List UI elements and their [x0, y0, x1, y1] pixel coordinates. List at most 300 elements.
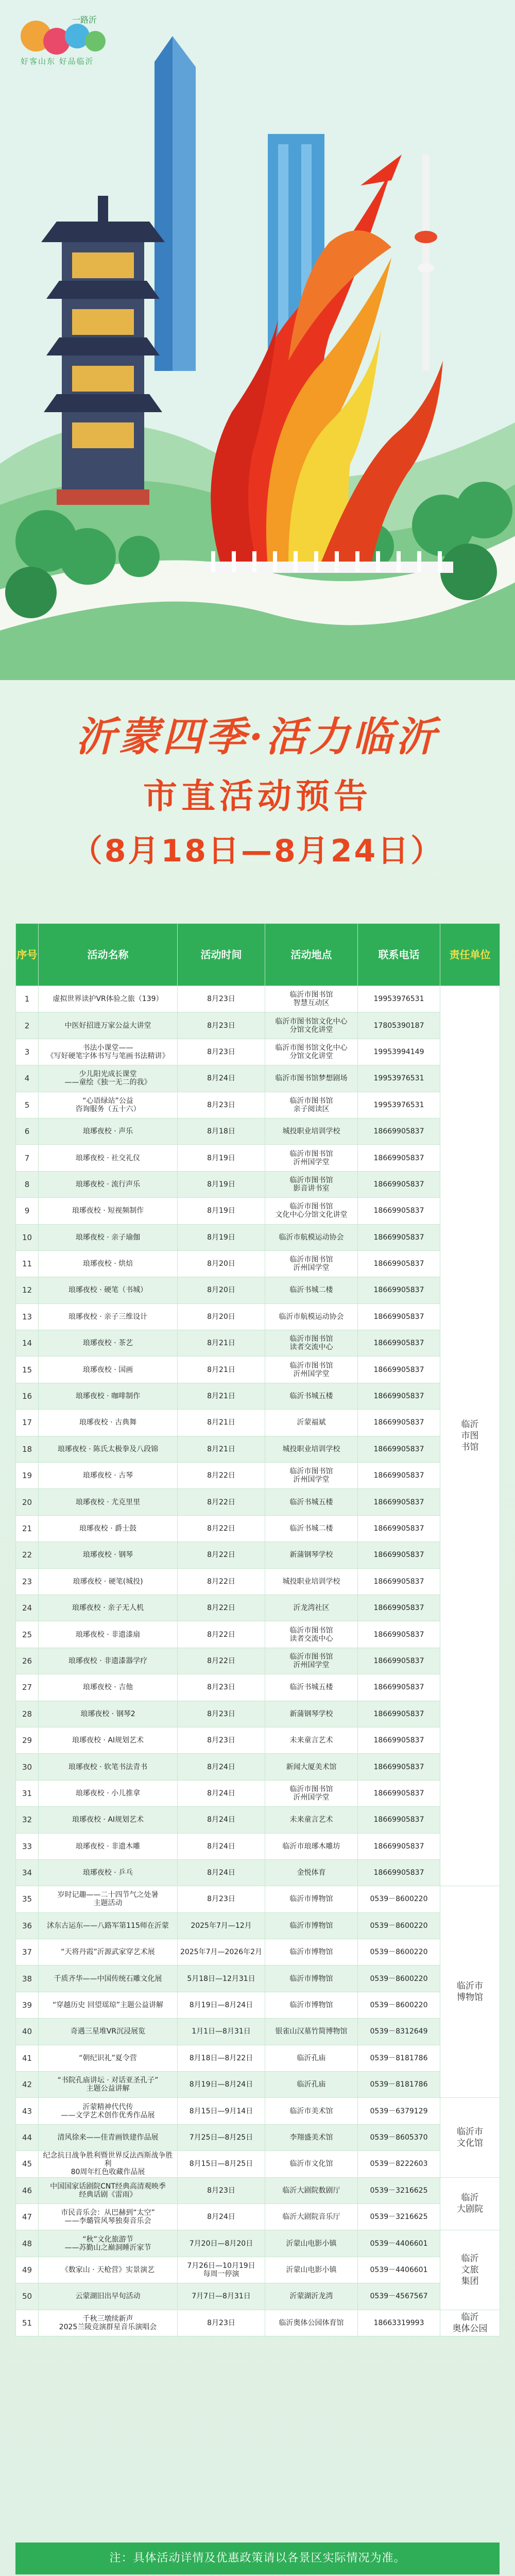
- cell-place: 临沂市图书馆 读者交流中心: [265, 1330, 358, 1357]
- cell-name: 中医好招进万家公益大讲堂: [39, 1012, 178, 1039]
- header-time: 活动时间: [178, 924, 265, 986]
- cell-place: 临沂市图书馆 文化中心分馆文化讲堂: [265, 1198, 358, 1224]
- cell-no: 33: [16, 1833, 39, 1859]
- table-row: [16, 1463, 500, 1489]
- cell-time: 8月23日: [178, 1039, 265, 1065]
- table-row: [16, 1012, 500, 1039]
- table-row: [16, 2230, 500, 2257]
- cell-name: 琅琊夜校 · 钢琴2: [39, 1701, 178, 1727]
- cell-name: 琅琊夜校 · 爵士鼓: [39, 1515, 178, 1541]
- cell-phone: 0539－8181786: [358, 2072, 440, 2098]
- cell-time: 8月23日: [178, 2310, 265, 2336]
- table-header-row: [16, 924, 500, 986]
- cell-time: 8月15日—9月14日: [178, 2098, 265, 2124]
- cell-name: 沂蒙精神代代传 ——文学艺术创作优秀作品展: [39, 2098, 178, 2124]
- cell-name: 少儿阳光成长课堂 ——童绘《独一无二的我》: [39, 1065, 178, 1092]
- cell-place: 临沂书城五楼: [265, 1489, 358, 1515]
- table-row: [16, 1992, 500, 2018]
- cell-time: 8月23日: [178, 986, 265, 1012]
- cell-phone: 18669905837: [358, 1648, 440, 1674]
- cell-phone: 18669905837: [358, 1330, 440, 1357]
- cell-phone: 18669905837: [358, 1145, 440, 1171]
- cell-no: 48: [16, 2230, 39, 2257]
- cell-time: 8月19日: [178, 1198, 265, 1224]
- cell-place: 沂蒙山电影小镇: [265, 2230, 358, 2257]
- activity-table: [15, 923, 500, 2336]
- cell-time: 8月22日: [178, 1648, 265, 1674]
- cell-time: 8月20日: [178, 1303, 265, 1330]
- cell-phone: 18669905837: [358, 1595, 440, 1621]
- cell-name: 《数家山 · 天枪营》实景演艺: [39, 2257, 178, 2283]
- cell-name: 琅琊夜校 · 烘焙: [39, 1250, 178, 1277]
- cell-name: 琅琊夜校 · 社交礼仪: [39, 1145, 178, 1171]
- table-row: [16, 1595, 500, 1621]
- table-row: [16, 1250, 500, 1277]
- cell-name: 沭东古运东——八路军第115师在沂蒙: [39, 1912, 178, 1939]
- cell-no: 36: [16, 1912, 39, 1939]
- table-row: [16, 2204, 500, 2230]
- cell-no: 14: [16, 1330, 39, 1357]
- cell-name: 书法小课堂—— 《写好硬笔字体书写与笔画书法精讲》: [39, 1039, 178, 1065]
- cell-no: 38: [16, 1965, 39, 1992]
- table-row: [16, 1330, 500, 1357]
- cell-phone: 18669905837: [358, 1727, 440, 1753]
- cell-time: 8月23日: [178, 1886, 265, 1912]
- cell-place: 临沂市图书馆 沂州国学堂: [265, 1648, 358, 1674]
- cell-place: 临沂市图书馆 沂州国学堂: [265, 1145, 358, 1171]
- cell-name: 琅琊夜校 · 古琴: [39, 1463, 178, 1489]
- title-line-1: 沂蒙四季·活力临沂: [76, 714, 439, 760]
- cell-name: 琅琊夜校 · 陈氏太极拳及八段锦: [39, 1436, 178, 1462]
- cell-time: 8月20日: [178, 1250, 265, 1277]
- cell-no: 42: [16, 2072, 39, 2098]
- cell-responsible-unit: 临沂 市图 书馆: [440, 986, 500, 1886]
- table-row: [16, 1754, 500, 1780]
- cell-time: 7月7日—8月31日: [178, 2283, 265, 2310]
- table-row: [16, 2045, 500, 2071]
- cell-no: 5: [16, 1092, 39, 1118]
- cell-name: 琅琊夜校 · AI规划艺术: [39, 1807, 178, 1833]
- cell-no: 47: [16, 2204, 39, 2230]
- cell-time: 8月18日: [178, 1118, 265, 1144]
- cell-place: 临沂市博物馆: [265, 1886, 358, 1912]
- cell-no: 23: [16, 1568, 39, 1595]
- cell-time: 8月22日: [178, 1542, 265, 1568]
- cell-place: 城投职业培训学校: [265, 1568, 358, 1595]
- cell-phone: 0539－3216625: [358, 2177, 440, 2204]
- table-row: [16, 986, 500, 1012]
- table-row: [16, 1118, 500, 1144]
- table-row: [16, 1833, 500, 1859]
- cell-time: 8月24日: [178, 2204, 265, 2230]
- cell-time: 8月24日: [178, 1780, 265, 1806]
- cell-phone: 0539－8181786: [358, 2045, 440, 2071]
- cell-time: 5月18日—12月31日: [178, 1965, 265, 1992]
- cell-place: 新蒲钢琴学校: [265, 1542, 358, 1568]
- cell-no: 3: [16, 1039, 39, 1065]
- cell-time: 8月22日: [178, 1621, 265, 1648]
- title-line-2: 市直活动预告: [143, 776, 372, 816]
- cell-name: 奇遇三星堆VR沉浸展览: [39, 2019, 178, 2045]
- cell-time: 8月15日—8月25日: [178, 2151, 265, 2177]
- cell-time: 2025年7月—2026年2月: [178, 1939, 265, 1965]
- cell-no: 15: [16, 1357, 39, 1383]
- cell-no: 9: [16, 1198, 39, 1224]
- cell-phone: 18669905837: [358, 1674, 440, 1701]
- cell-time: 8月24日: [178, 1859, 265, 1886]
- table-body: [16, 986, 500, 2336]
- cell-name: 琅琊夜校 · 尤克里里: [39, 1489, 178, 1515]
- cell-phone: 0539－8605370: [358, 2124, 440, 2150]
- cell-responsible-unit: 临沂市 文化馆: [440, 2098, 500, 2177]
- cell-place: 沂龙湾社区: [265, 1595, 358, 1621]
- cell-time: 8月24日: [178, 1065, 265, 1092]
- cell-phone: 0539－8600220: [358, 1912, 440, 1939]
- cell-no: 50: [16, 2283, 39, 2310]
- table-row: [16, 2177, 500, 2204]
- cell-time: 8月23日: [178, 1701, 265, 1727]
- cell-phone: 18669905837: [358, 1489, 440, 1515]
- cell-responsible-unit: 临沂 文旅 集团: [440, 2230, 500, 2310]
- cell-time: 8月21日: [178, 1357, 265, 1383]
- cell-phone: 0539－4406601: [358, 2257, 440, 2283]
- cell-no: 16: [16, 1383, 39, 1409]
- cell-phone: 18669905837: [358, 1859, 440, 1886]
- cell-phone: 18669905837: [358, 1250, 440, 1277]
- cell-no: 13: [16, 1303, 39, 1330]
- table-row: [16, 1145, 500, 1171]
- cell-name: 琅琊夜校 · 软笔书法青书: [39, 1754, 178, 1780]
- table-row: [16, 1780, 500, 1806]
- table-row: [16, 1859, 500, 1886]
- footnote: 注：具体活动详情及优惠政策请以各景区实际情况为准。: [15, 2543, 500, 2574]
- cell-time: 7月20日—8月20日: [178, 2230, 265, 2257]
- cell-phone: 0539－8600220: [358, 1886, 440, 1912]
- cell-place: 临沂市图书馆 影音讲书室: [265, 1171, 358, 1197]
- cell-name: 千质齐华——中国传统石雕文化展: [39, 1965, 178, 1992]
- cell-no: 12: [16, 1277, 39, 1303]
- cell-time: 8月24日: [178, 1807, 265, 1833]
- cell-phone: 18669905837: [358, 1171, 440, 1197]
- cell-time: 8月19日—8月24日: [178, 1992, 265, 2018]
- cell-phone: 18669905837: [358, 1463, 440, 1489]
- cell-place: 临沂市图书馆 智慧互动区: [265, 986, 358, 1012]
- cell-no: 44: [16, 2124, 39, 2150]
- cell-name: 虚拟世界读护VR体验之旅（139）: [39, 986, 178, 1012]
- cell-no: 4: [16, 1065, 39, 1092]
- cell-place: 临沂市博物馆: [265, 1939, 358, 1965]
- cell-phone: 18669905837: [358, 1621, 440, 1648]
- cell-phone: 0539－8600220: [358, 1965, 440, 1992]
- table-row: [16, 1912, 500, 1939]
- cell-time: 1月1日—8月31日: [178, 2019, 265, 2045]
- cell-name: 琅琊夜校 · 钢琴: [39, 1542, 178, 1568]
- cell-name: 琅琊夜校 · 亲子三维设计: [39, 1303, 178, 1330]
- table-row: [16, 1621, 500, 1648]
- cell-name: 琅琊夜校 · 古典舞: [39, 1410, 178, 1436]
- cell-time: 7月25日—8月25日: [178, 2124, 265, 2150]
- cell-no: 29: [16, 1727, 39, 1753]
- cell-place: 新蒲钢琴学校: [265, 1701, 358, 1727]
- cell-name: 琅琊夜校 · 小儿推拿: [39, 1780, 178, 1806]
- cell-phone: 0539－8312649: [358, 2019, 440, 2045]
- header-unit: 责任单位: [440, 924, 500, 986]
- cell-no: 30: [16, 1754, 39, 1780]
- cell-name: 琅琊夜校 · AI规划艺术: [39, 1727, 178, 1753]
- cell-place: 未来童言艺术: [265, 1727, 358, 1753]
- cell-time: 8月20日: [178, 1277, 265, 1303]
- cell-no: 43: [16, 2098, 39, 2124]
- cell-time: 8月23日: [178, 1092, 265, 1118]
- cell-time: 8月18日—8月22日: [178, 2045, 265, 2071]
- cell-no: 1: [16, 986, 39, 1012]
- cell-phone: 18669905837: [358, 1754, 440, 1780]
- cell-time: 8月22日: [178, 1568, 265, 1595]
- cell-phone: 18669905837: [358, 1436, 440, 1462]
- cell-place: 临沂孔庙: [265, 2045, 358, 2071]
- table-row: [16, 1171, 500, 1197]
- table-row: [16, 1198, 500, 1224]
- cell-name: 琅琊夜校 · 非遗漆器学疗: [39, 1648, 178, 1674]
- cell-name: “书院孔庙讲坛 · 对话亚圣孔子” 主题公益讲解: [39, 2072, 178, 2098]
- table-row: [16, 1357, 500, 1383]
- cell-no: 11: [16, 1250, 39, 1277]
- cell-no: 24: [16, 1595, 39, 1621]
- table-row: [16, 1224, 500, 1250]
- cell-name: 琅琊夜校 · 硬笔(城投): [39, 1568, 178, 1595]
- cell-name: 云蒙湖旧出早旬活动: [39, 2283, 178, 2310]
- cell-no: 21: [16, 1515, 39, 1541]
- table-row: [16, 2019, 500, 2045]
- cell-place: 城投职业培训学校: [265, 1436, 358, 1462]
- cell-name: 琅琊夜校 · 咖啡制作: [39, 1383, 178, 1409]
- cell-time: 8月22日: [178, 1489, 265, 1515]
- cell-time: 8月19日: [178, 1224, 265, 1250]
- cell-phone: 18669905837: [358, 1780, 440, 1806]
- cell-no: 22: [16, 1542, 39, 1568]
- table-row: [16, 1542, 500, 1568]
- cell-no: 34: [16, 1859, 39, 1886]
- cell-phone: 0539－8600220: [358, 1939, 440, 1965]
- logo-top-text: 一路沂: [72, 15, 97, 25]
- cell-phone: 18669905837: [358, 1568, 440, 1595]
- cell-no: 41: [16, 2045, 39, 2071]
- cell-time: 8月21日: [178, 1436, 265, 1462]
- cell-name: 琅琊夜校 · 短视频制作: [39, 1198, 178, 1224]
- table-row: [16, 1886, 500, 1912]
- cell-place: 临沂市博物馆: [265, 1965, 358, 1992]
- cell-phone: 18669905837: [358, 1224, 440, 1250]
- cell-time: 2025年7月—12月: [178, 1912, 265, 1939]
- cell-name: 中国国家话剧院CNT经典高清观映季 经典话剧《雷雨》: [39, 2177, 178, 2204]
- table-row: [16, 1568, 500, 1595]
- cell-phone: 0539－4567567: [358, 2283, 440, 2310]
- cell-place: 临沂大剧院音乐厅: [265, 2204, 358, 2230]
- cell-time: 8月19日: [178, 1145, 265, 1171]
- cell-no: 51: [16, 2310, 39, 2336]
- cell-name: 琅琊夜校 · 声乐: [39, 1118, 178, 1144]
- cell-no: 39: [16, 1992, 39, 2018]
- cell-place: 城投职业培训学校: [265, 1118, 358, 1144]
- table-row: [16, 2098, 500, 2124]
- cell-name: 千秋三墩续新声 2025兰陵竞演群星音乐演唱会: [39, 2310, 178, 2336]
- cell-time: 8月21日: [178, 1330, 265, 1357]
- cell-phone: 18669905837: [358, 1383, 440, 1409]
- cell-name: 琅琊夜校 · 国画: [39, 1357, 178, 1383]
- hero-illustration: [0, 0, 515, 680]
- cell-name: “朝纪识礼”夏令营: [39, 2045, 178, 2071]
- table-row: [16, 1410, 500, 1436]
- table-row: [16, 2283, 500, 2310]
- cell-time: 8月24日: [178, 1754, 265, 1780]
- cell-no: 40: [16, 2019, 39, 2045]
- cell-no: 19: [16, 1463, 39, 1489]
- cell-name: “穿越历史 回望瑶琼”主题公益讲解: [39, 1992, 178, 2018]
- table-row: [16, 1939, 500, 1965]
- cell-place: 临沂市图书馆 亲子阅读区: [265, 1092, 358, 1118]
- cell-phone: 18669905837: [358, 1198, 440, 1224]
- cell-no: 28: [16, 1701, 39, 1727]
- cell-place: 临沂市图书馆 沂州国学堂: [265, 1250, 358, 1277]
- cell-place: 临沂市航模运动协会: [265, 1303, 358, 1330]
- cell-time: 8月22日: [178, 1515, 265, 1541]
- cell-no: 8: [16, 1171, 39, 1197]
- cell-no: 37: [16, 1939, 39, 1965]
- cell-phone: 18669905837: [358, 1542, 440, 1568]
- cell-no: 49: [16, 2257, 39, 2283]
- table-row: [16, 1303, 500, 1330]
- cell-phone: 18669905837: [358, 1701, 440, 1727]
- table-row: [16, 1383, 500, 1409]
- cell-name: 琅琊夜校 · 茶艺: [39, 1330, 178, 1357]
- header-phone: 联系电话: [358, 924, 440, 986]
- cell-place: 沂蒙湖沂龙湾: [265, 2283, 358, 2310]
- cell-place: 临沂市图书馆 沂州国学堂: [265, 1357, 358, 1383]
- cell-no: 27: [16, 1674, 39, 1701]
- cell-no: 46: [16, 2177, 39, 2204]
- cell-phone: 19953976531: [358, 986, 440, 1012]
- cell-place: 临沂市文化馆: [265, 2151, 358, 2177]
- cell-time: 8月22日: [178, 1595, 265, 1621]
- cell-phone: 19953976531: [358, 1092, 440, 1118]
- cell-name: 清风徐来——佳青画铁建作品展: [39, 2124, 178, 2150]
- cell-phone: 18669905837: [358, 1303, 440, 1330]
- cell-responsible-unit: 临沂 奥体公园: [440, 2310, 500, 2336]
- cell-phone: 18669905837: [358, 1357, 440, 1383]
- cell-no: 26: [16, 1648, 39, 1674]
- cell-name: 琅琊夜校 · 亲子瑜伽: [39, 1224, 178, 1250]
- table-row: [16, 1965, 500, 1992]
- table-row: [16, 1092, 500, 1118]
- cell-no: 17: [16, 1410, 39, 1436]
- cell-place: 临沂市图书馆文化中心 分馆文化讲堂: [265, 1039, 358, 1065]
- cell-no: 6: [16, 1118, 39, 1144]
- cell-name: 纪念抗日战争胜利暨世界反法西斯战争胜利 80周年红色收藏作品展: [39, 2151, 178, 2177]
- cell-phone: 18669905837: [358, 1833, 440, 1859]
- cell-name: 岁时记趣——二十四节气之处暑 主题活动: [39, 1886, 178, 1912]
- cell-place: 临沂市图书馆 读者交流中心: [265, 1621, 358, 1648]
- cell-name: “天将丹霞”沂源武家穿艺术展: [39, 1939, 178, 1965]
- cell-name: 琅琊夜校 · 非遗木雕: [39, 1833, 178, 1859]
- cell-place: 临沂市航模运动协会: [265, 1224, 358, 1250]
- cell-place: 临沂市美术馆: [265, 2098, 358, 2124]
- table-row: [16, 1807, 500, 1833]
- cell-place: 临沂大剧院数剧厅: [265, 2177, 358, 2204]
- header-no: 序号: [16, 924, 39, 986]
- cell-place: 临沂书城五楼: [265, 1383, 358, 1409]
- cell-place: 未来童言艺术: [265, 1807, 358, 1833]
- cell-place: 临沂书城二楼: [265, 1515, 358, 1541]
- cell-no: 18: [16, 1436, 39, 1462]
- cell-time: 8月21日: [178, 1383, 265, 1409]
- cell-place: 金悦体育: [265, 1859, 358, 1886]
- cell-time: 8月21日: [178, 1410, 265, 1436]
- cell-phone: 18669905837: [358, 1410, 440, 1436]
- cell-no: 31: [16, 1780, 39, 1806]
- table-row: [16, 1489, 500, 1515]
- cell-phone: 18669905837: [358, 1277, 440, 1303]
- cell-place: 临沂市图书馆 沂州国学堂: [265, 1780, 358, 1806]
- cell-phone: 19953994149: [358, 1039, 440, 1065]
- cell-phone: 0539－4406601: [358, 2230, 440, 2257]
- cell-no: 2: [16, 1012, 39, 1039]
- cell-time: 7月26日—10月19日 每周一停演: [178, 2257, 265, 2283]
- table-row: [16, 2072, 500, 2098]
- cell-time: 8月23日: [178, 1727, 265, 1753]
- cell-name: 琅琊夜校 · 流行声乐: [39, 1171, 178, 1197]
- cell-place: 李翔盛美术馆: [265, 2124, 358, 2150]
- cell-name: “秋”文化旅游节 ——苏勤山之巅洞睡沂家节: [39, 2230, 178, 2257]
- cell-time: 8月23日: [178, 2177, 265, 2204]
- cell-time: 8月24日: [178, 1833, 265, 1859]
- cell-time: 8月23日: [178, 1012, 265, 1039]
- table-row: [16, 2124, 500, 2150]
- table-row: [16, 2257, 500, 2283]
- cell-place: 临沂市图书馆文化中心 分馆文化讲堂: [265, 1012, 358, 1039]
- cell-time: 8月23日: [178, 1674, 265, 1701]
- cell-no: 25: [16, 1621, 39, 1648]
- cell-no: 10: [16, 1224, 39, 1250]
- cell-name: 市民音乐会：从巴赫到“太空” ——李璐管风琴独奏音乐会: [39, 2204, 178, 2230]
- cell-place: 临沂孔庙: [265, 2072, 358, 2098]
- title-date-range: （8月18日—8月24日）: [71, 833, 444, 869]
- cell-phone: 18669905837: [358, 1807, 440, 1833]
- table-row: [16, 1277, 500, 1303]
- table-row: [16, 1039, 500, 1065]
- table-row: [16, 1065, 500, 1092]
- table-row: [16, 1436, 500, 1462]
- cell-name: “心语绿站”公益 咨询服务（五十六）: [39, 1092, 178, 1118]
- cell-responsible-unit: 临沂市 博物馆: [440, 1886, 500, 2098]
- cell-no: 32: [16, 1807, 39, 1833]
- cell-phone: 0539－6379129: [358, 2098, 440, 2124]
- cell-place: 临沂奥体公园体育馆: [265, 2310, 358, 2336]
- cell-place: 沂蒙山电影小镇: [265, 2257, 358, 2283]
- cell-time: 8月19日—8月24日: [178, 2072, 265, 2098]
- cell-name: 琅琊夜校 · 乒乓: [39, 1859, 178, 1886]
- cell-time: 8月19日: [178, 1171, 265, 1197]
- cell-name: 琅琊夜校 · 亲子无人机: [39, 1595, 178, 1621]
- cell-place: 银雀山汉墓竹简博物馆: [265, 2019, 358, 2045]
- cell-place: 临沂市博物馆: [265, 1912, 358, 1939]
- cell-phone: 0539－8600220: [358, 1992, 440, 2018]
- cell-place: 临沂书城二楼: [265, 1277, 358, 1303]
- table-row: [16, 1674, 500, 1701]
- cell-responsible-unit: 临沂 大剧院: [440, 2177, 500, 2230]
- cell-phone: 17805390187: [358, 1012, 440, 1039]
- cell-phone: 18669905837: [358, 1515, 440, 1541]
- cell-place: 临沂市图书馆 沂州国学堂: [265, 1463, 358, 1489]
